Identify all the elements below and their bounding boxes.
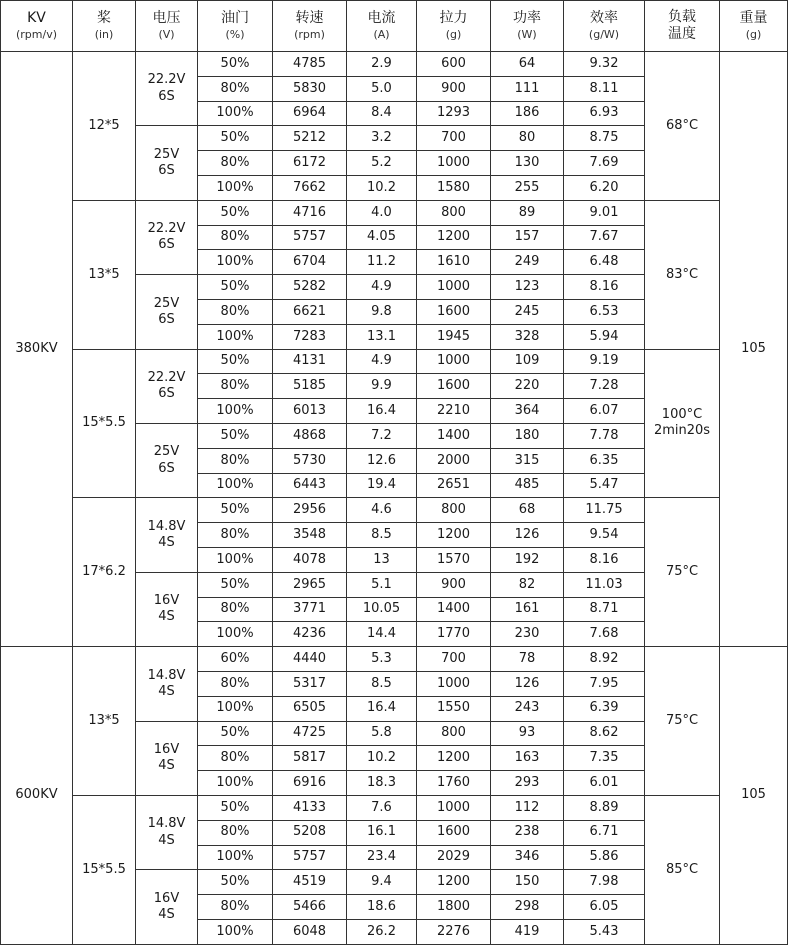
speed-cell: 5185	[273, 374, 347, 399]
power-cell: 112	[491, 795, 564, 820]
voltage-cell: 16V 4S	[136, 721, 198, 795]
efficiency-cell: 5.47	[564, 473, 645, 498]
speed-cell: 5466	[273, 895, 347, 920]
voltage-cell: 25V 6S	[136, 275, 198, 349]
throttle-cell: 50%	[198, 275, 273, 300]
current-cell: 2.9	[347, 52, 417, 77]
efficiency-cell: 9.01	[564, 200, 645, 225]
current-cell: 14.4	[347, 622, 417, 647]
speed-cell: 7662	[273, 175, 347, 200]
power-cell: 328	[491, 324, 564, 349]
power-cell: 157	[491, 225, 564, 250]
efficiency-cell: 8.16	[564, 275, 645, 300]
efficiency-cell: 7.28	[564, 374, 645, 399]
speed-cell: 3771	[273, 597, 347, 622]
weight-cell: 105	[720, 52, 788, 647]
efficiency-cell: 9.54	[564, 523, 645, 548]
throttle-cell: 60%	[198, 647, 273, 672]
efficiency-cell: 6.01	[564, 771, 645, 796]
table-row	[1, 795, 788, 820]
current-cell: 5.1	[347, 572, 417, 597]
throttle-cell: 100%	[198, 547, 273, 572]
load-temp-cell: 75°C	[645, 647, 720, 796]
speed-cell: 6916	[273, 771, 347, 796]
speed-cell: 5730	[273, 448, 347, 473]
header-row	[1, 1, 788, 52]
voltage-cell: 25V 6S	[136, 126, 198, 200]
throttle-cell: 80%	[198, 597, 273, 622]
efficiency-cell: 6.53	[564, 299, 645, 324]
table-row	[1, 647, 788, 672]
throttle-cell: 80%	[198, 448, 273, 473]
speed-cell: 5817	[273, 746, 347, 771]
current-cell: 16.4	[347, 399, 417, 424]
thrust-cell: 800	[417, 721, 491, 746]
power-cell: 243	[491, 696, 564, 721]
power-cell: 78	[491, 647, 564, 672]
current-cell: 4.05	[347, 225, 417, 250]
thrust-cell: 1293	[417, 101, 491, 126]
load-temp-cell: 100°C 2min20s	[645, 349, 720, 498]
thrust-cell: 1200	[417, 225, 491, 250]
current-cell: 5.3	[347, 647, 417, 672]
current-cell: 10.2	[347, 175, 417, 200]
efficiency-cell: 7.67	[564, 225, 645, 250]
current-cell: 4.9	[347, 275, 417, 300]
header-speed: 转速 (rpm)	[273, 1, 347, 52]
speed-cell: 4868	[273, 423, 347, 448]
speed-cell: 5282	[273, 275, 347, 300]
throttle-cell: 100%	[198, 175, 273, 200]
thrust-cell: 1945	[417, 324, 491, 349]
current-cell: 7.6	[347, 795, 417, 820]
throttle-cell: 80%	[198, 151, 273, 176]
throttle-cell: 100%	[198, 250, 273, 275]
speed-cell: 4133	[273, 795, 347, 820]
throttle-cell: 100%	[198, 845, 273, 870]
power-cell: 130	[491, 151, 564, 176]
thrust-cell: 700	[417, 126, 491, 151]
power-cell: 364	[491, 399, 564, 424]
power-cell: 109	[491, 349, 564, 374]
power-cell: 180	[491, 423, 564, 448]
efficiency-cell: 8.11	[564, 76, 645, 101]
throttle-cell: 100%	[198, 919, 273, 944]
power-cell: 245	[491, 299, 564, 324]
efficiency-cell: 6.48	[564, 250, 645, 275]
current-cell: 19.4	[347, 473, 417, 498]
power-cell: 161	[491, 597, 564, 622]
speed-cell: 7283	[273, 324, 347, 349]
throttle-cell: 80%	[198, 225, 273, 250]
prop-cell: 17*6.2	[73, 498, 136, 647]
throttle-cell: 50%	[198, 498, 273, 523]
speed-cell: 2956	[273, 498, 347, 523]
speed-cell: 4078	[273, 547, 347, 572]
power-cell: 126	[491, 523, 564, 548]
thrust-cell: 1200	[417, 870, 491, 895]
thrust-cell: 1400	[417, 597, 491, 622]
power-cell: 93	[491, 721, 564, 746]
power-cell: 255	[491, 175, 564, 200]
speed-cell: 6048	[273, 919, 347, 944]
power-cell: 68	[491, 498, 564, 523]
efficiency-cell: 7.98	[564, 870, 645, 895]
power-cell: 220	[491, 374, 564, 399]
prop-cell: 15*5.5	[73, 795, 136, 944]
speed-cell: 5208	[273, 820, 347, 845]
header-kv: KV (rpm/v)	[1, 1, 73, 52]
voltage-cell: 22.2V 6S	[136, 200, 198, 274]
throttle-cell: 80%	[198, 76, 273, 101]
thrust-cell: 1600	[417, 299, 491, 324]
power-cell: 150	[491, 870, 564, 895]
prop-cell: 12*5	[73, 52, 136, 201]
voltage-cell: 16V 4S	[136, 572, 198, 646]
current-cell: 26.2	[347, 919, 417, 944]
power-cell: 186	[491, 101, 564, 126]
efficiency-cell: 5.86	[564, 845, 645, 870]
thrust-cell: 800	[417, 498, 491, 523]
throttle-cell: 50%	[198, 52, 273, 77]
thrust-cell: 1770	[417, 622, 491, 647]
voltage-cell: 25V 6S	[136, 423, 198, 497]
thrust-cell: 1000	[417, 671, 491, 696]
efficiency-cell: 7.78	[564, 423, 645, 448]
current-cell: 18.3	[347, 771, 417, 796]
throttle-cell: 100%	[198, 696, 273, 721]
current-cell: 8.5	[347, 523, 417, 548]
current-cell: 13	[347, 547, 417, 572]
current-cell: 13.1	[347, 324, 417, 349]
efficiency-cell: 7.95	[564, 671, 645, 696]
throttle-cell: 80%	[198, 746, 273, 771]
thrust-cell: 1000	[417, 795, 491, 820]
efficiency-cell: 7.68	[564, 622, 645, 647]
thrust-cell: 1600	[417, 374, 491, 399]
power-cell: 64	[491, 52, 564, 77]
efficiency-cell: 5.94	[564, 324, 645, 349]
thrust-cell: 1200	[417, 746, 491, 771]
power-cell: 123	[491, 275, 564, 300]
current-cell: 8.4	[347, 101, 417, 126]
throttle-cell: 80%	[198, 523, 273, 548]
current-cell: 5.0	[347, 76, 417, 101]
efficiency-cell: 6.05	[564, 895, 645, 920]
current-cell: 18.6	[347, 895, 417, 920]
table-row	[1, 52, 788, 77]
power-cell: 230	[491, 622, 564, 647]
voltage-cell: 14.8V 4S	[136, 498, 198, 572]
efficiency-cell: 6.07	[564, 399, 645, 424]
throttle-cell: 80%	[198, 671, 273, 696]
thrust-cell: 2276	[417, 919, 491, 944]
thrust-cell: 1000	[417, 349, 491, 374]
power-cell: 89	[491, 200, 564, 225]
current-cell: 9.9	[347, 374, 417, 399]
speed-cell: 4785	[273, 52, 347, 77]
prop-cell: 15*5.5	[73, 349, 136, 498]
efficiency-cell: 8.62	[564, 721, 645, 746]
current-cell: 16.4	[347, 696, 417, 721]
voltage-cell: 14.8V 4S	[136, 647, 198, 721]
power-cell: 485	[491, 473, 564, 498]
table-body	[1, 52, 788, 945]
thrust-cell: 1550	[417, 696, 491, 721]
speed-cell: 5212	[273, 126, 347, 151]
thrust-cell: 700	[417, 647, 491, 672]
thrust-cell: 1580	[417, 175, 491, 200]
current-cell: 4.6	[347, 498, 417, 523]
header-power: 功率 (W)	[491, 1, 564, 52]
thrust-cell: 1400	[417, 423, 491, 448]
current-cell: 9.4	[347, 870, 417, 895]
speed-cell: 2965	[273, 572, 347, 597]
thrust-cell: 900	[417, 76, 491, 101]
thrust-cell: 1600	[417, 820, 491, 845]
efficiency-cell: 8.16	[564, 547, 645, 572]
efficiency-cell: 6.20	[564, 175, 645, 200]
throttle-cell: 100%	[198, 101, 273, 126]
thrust-cell: 1610	[417, 250, 491, 275]
efficiency-cell: 8.92	[564, 647, 645, 672]
power-cell: 111	[491, 76, 564, 101]
header-weight: 重量 (g)	[720, 1, 788, 52]
speed-cell: 4519	[273, 870, 347, 895]
power-cell: 238	[491, 820, 564, 845]
prop-cell: 13*5	[73, 647, 136, 796]
header-current: 电流 (A)	[347, 1, 417, 52]
thrust-cell: 1000	[417, 275, 491, 300]
power-cell: 298	[491, 895, 564, 920]
kv-cell: 380KV	[1, 52, 73, 647]
speed-cell: 6013	[273, 399, 347, 424]
current-cell: 5.2	[347, 151, 417, 176]
thrust-cell: 1800	[417, 895, 491, 920]
load-temp-cell: 75°C	[645, 498, 720, 647]
header-efficiency: 效率 (g/W)	[564, 1, 645, 52]
efficiency-cell: 8.89	[564, 795, 645, 820]
thrust-cell: 1760	[417, 771, 491, 796]
efficiency-cell: 7.69	[564, 151, 645, 176]
voltage-cell: 22.2V 6S	[136, 52, 198, 126]
current-cell: 7.2	[347, 423, 417, 448]
throttle-cell: 50%	[198, 126, 273, 151]
power-cell: 249	[491, 250, 564, 275]
voltage-cell: 22.2V 6S	[136, 349, 198, 423]
efficiency-cell: 8.75	[564, 126, 645, 151]
speed-cell: 4440	[273, 647, 347, 672]
power-cell: 192	[491, 547, 564, 572]
power-cell: 419	[491, 919, 564, 944]
throttle-cell: 50%	[198, 349, 273, 374]
load-temp-cell: 85°C	[645, 795, 720, 944]
throttle-cell: 100%	[198, 399, 273, 424]
speed-cell: 5757	[273, 845, 347, 870]
thrust-cell: 1570	[417, 547, 491, 572]
current-cell: 4.9	[347, 349, 417, 374]
throttle-cell: 50%	[198, 200, 273, 225]
speed-cell: 5830	[273, 76, 347, 101]
speed-cell: 6621	[273, 299, 347, 324]
current-cell: 23.4	[347, 845, 417, 870]
throttle-cell: 80%	[198, 895, 273, 920]
efficiency-cell: 6.71	[564, 820, 645, 845]
efficiency-cell: 6.93	[564, 101, 645, 126]
header-load-temp: 负载 温度	[645, 1, 720, 52]
throttle-cell: 80%	[198, 299, 273, 324]
table-row	[1, 498, 788, 523]
table-row	[1, 349, 788, 374]
throttle-cell: 80%	[198, 820, 273, 845]
header-thrust: 拉力 (g)	[417, 1, 491, 52]
throttle-cell: 80%	[198, 374, 273, 399]
header-voltage: 电压 (V)	[136, 1, 198, 52]
current-cell: 16.1	[347, 820, 417, 845]
throttle-cell: 50%	[198, 795, 273, 820]
current-cell: 10.2	[347, 746, 417, 771]
current-cell: 12.6	[347, 448, 417, 473]
thrust-cell: 900	[417, 572, 491, 597]
current-cell: 5.8	[347, 721, 417, 746]
current-cell: 9.8	[347, 299, 417, 324]
speed-cell: 6964	[273, 101, 347, 126]
efficiency-cell: 8.71	[564, 597, 645, 622]
speed-cell: 3548	[273, 523, 347, 548]
throttle-cell: 50%	[198, 870, 273, 895]
speed-cell: 4131	[273, 349, 347, 374]
speed-cell: 4725	[273, 721, 347, 746]
thrust-cell: 2651	[417, 473, 491, 498]
efficiency-cell: 6.39	[564, 696, 645, 721]
speed-cell: 6443	[273, 473, 347, 498]
efficiency-cell: 5.43	[564, 919, 645, 944]
speed-cell: 4716	[273, 200, 347, 225]
throttle-cell: 50%	[198, 721, 273, 746]
header-prop: 桨 (in)	[73, 1, 136, 52]
efficiency-cell: 6.35	[564, 448, 645, 473]
thrust-cell: 2029	[417, 845, 491, 870]
prop-cell: 13*5	[73, 200, 136, 349]
thrust-cell: 1200	[417, 523, 491, 548]
table-row	[1, 200, 788, 225]
thrust-cell: 800	[417, 200, 491, 225]
current-cell: 10.05	[347, 597, 417, 622]
voltage-cell: 16V 4S	[136, 870, 198, 944]
power-cell: 82	[491, 572, 564, 597]
header-throttle: 油门 (%)	[198, 1, 273, 52]
power-cell: 315	[491, 448, 564, 473]
speed-cell: 5757	[273, 225, 347, 250]
speed-cell: 5317	[273, 671, 347, 696]
efficiency-cell: 9.19	[564, 349, 645, 374]
power-cell: 293	[491, 771, 564, 796]
power-cell: 346	[491, 845, 564, 870]
thrust-cell: 1000	[417, 151, 491, 176]
kv-cell: 600KV	[1, 647, 73, 945]
throttle-cell: 100%	[198, 324, 273, 349]
current-cell: 8.5	[347, 671, 417, 696]
thrust-cell: 600	[417, 52, 491, 77]
throttle-cell: 50%	[198, 423, 273, 448]
throttle-cell: 100%	[198, 622, 273, 647]
speed-cell: 6505	[273, 696, 347, 721]
current-cell: 4.0	[347, 200, 417, 225]
efficiency-cell: 11.03	[564, 572, 645, 597]
speed-cell: 6704	[273, 250, 347, 275]
efficiency-cell: 11.75	[564, 498, 645, 523]
current-cell: 3.2	[347, 126, 417, 151]
power-cell: 126	[491, 671, 564, 696]
efficiency-cell: 7.35	[564, 746, 645, 771]
load-temp-cell: 68°C	[645, 52, 720, 201]
current-cell: 11.2	[347, 250, 417, 275]
weight-cell: 105	[720, 647, 788, 945]
power-cell: 163	[491, 746, 564, 771]
thrust-cell: 2210	[417, 399, 491, 424]
throttle-cell: 100%	[198, 473, 273, 498]
throttle-cell: 100%	[198, 771, 273, 796]
speed-cell: 6172	[273, 151, 347, 176]
speed-cell: 4236	[273, 622, 347, 647]
power-cell: 80	[491, 126, 564, 151]
efficiency-cell: 9.32	[564, 52, 645, 77]
load-temp-cell: 83°C	[645, 200, 720, 349]
throttle-cell: 50%	[198, 572, 273, 597]
thrust-cell: 2000	[417, 448, 491, 473]
voltage-cell: 14.8V 4S	[136, 795, 198, 869]
